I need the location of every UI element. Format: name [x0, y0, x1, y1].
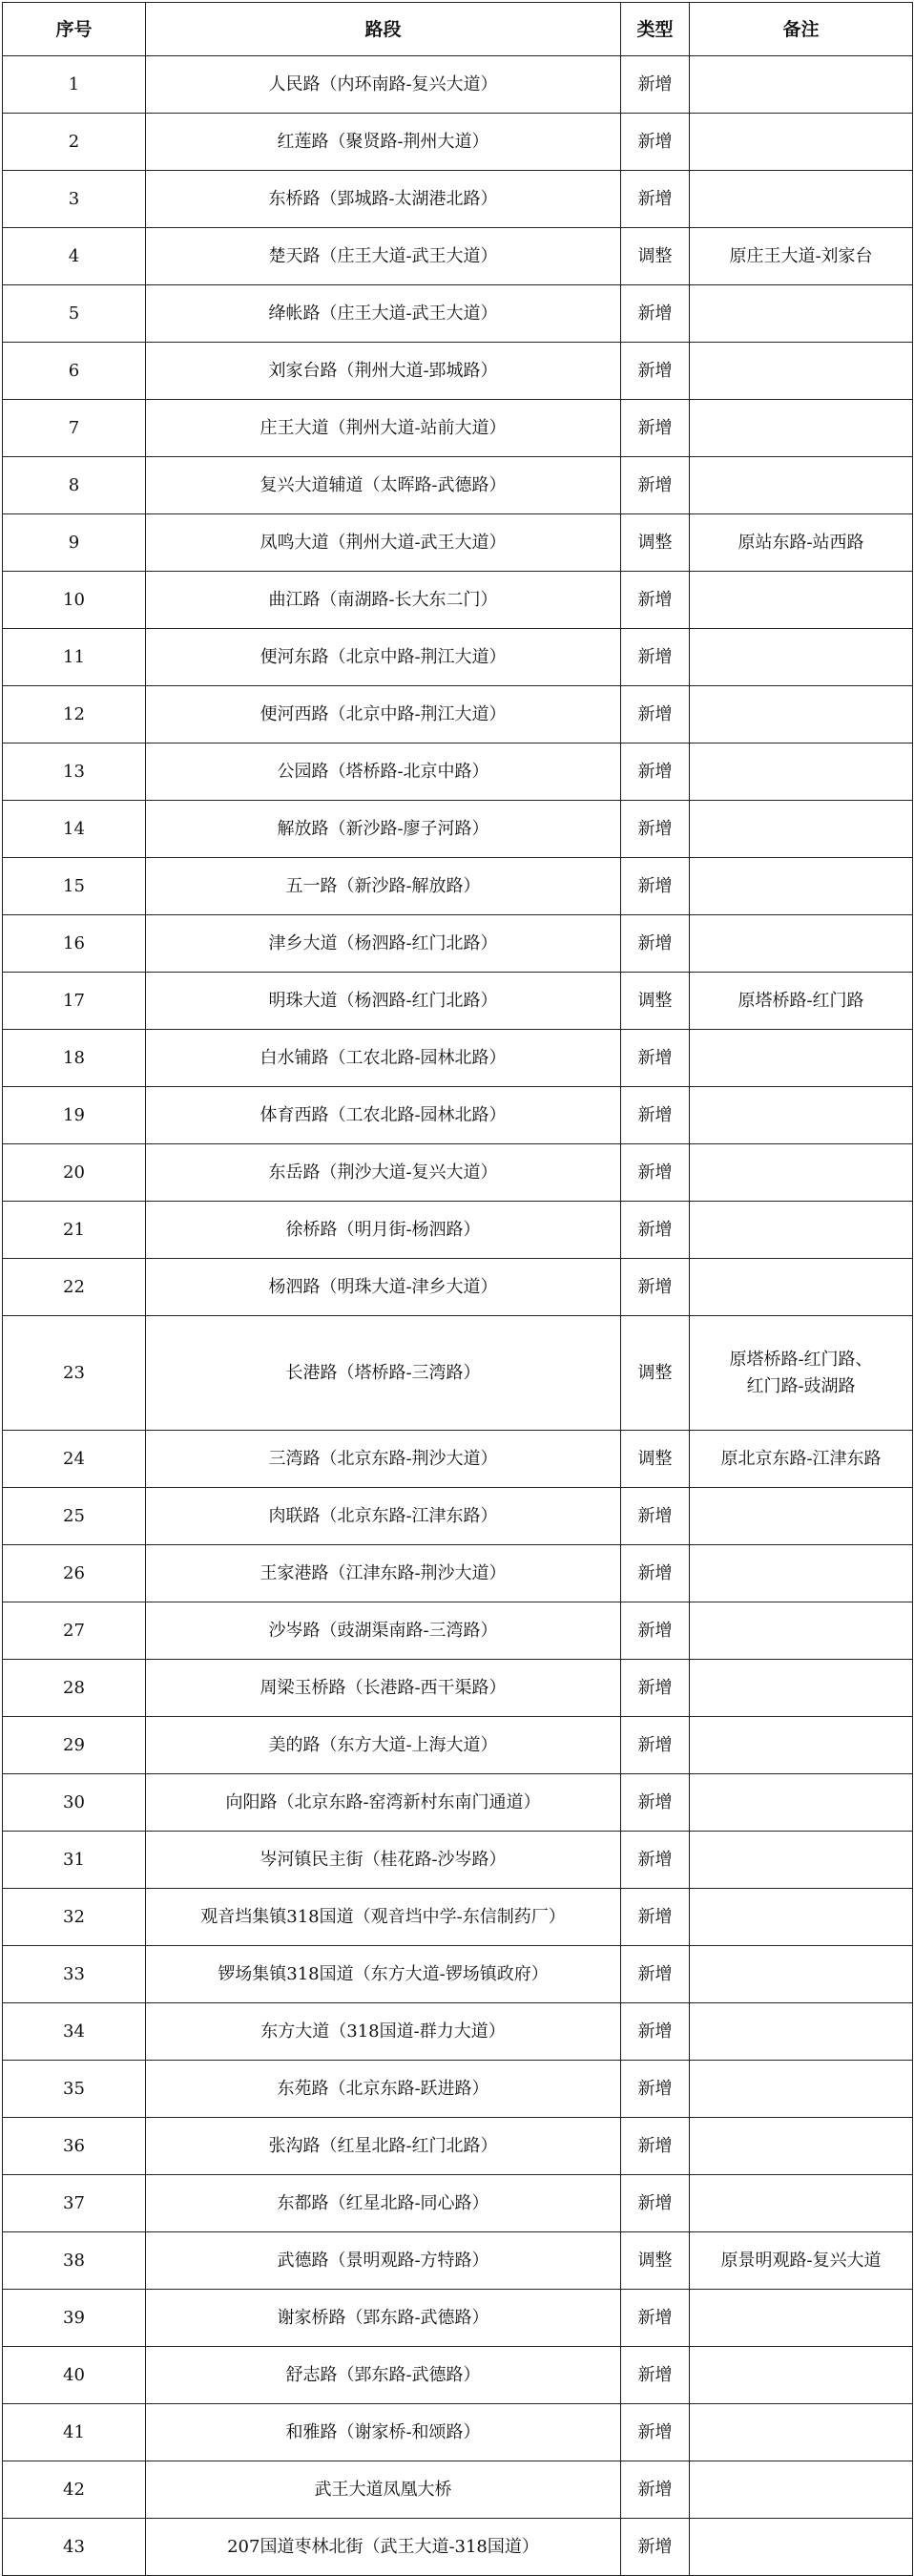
- change-type: 新增: [621, 171, 690, 228]
- row-number: 24: [3, 1431, 146, 1488]
- row-number: 21: [3, 1202, 146, 1259]
- row-number: 1: [3, 56, 146, 114]
- remark: [690, 915, 913, 973]
- remark-line: 红门路-豉湖路: [746, 1375, 856, 1396]
- row-number: 19: [3, 1087, 146, 1144]
- remark: [690, 114, 913, 171]
- remark: [690, 2404, 913, 2461]
- remark-line: 原北京东路-江津东路: [720, 1448, 882, 1469]
- road-segment: 公园路（塔桥路-北京中路）: [146, 743, 621, 801]
- road-segment: 复兴大道辅道（太晖路-武德路）: [146, 457, 621, 514]
- road-segment: 王家港路（江津东路-荆沙大道）: [146, 1545, 621, 1602]
- road-table: [2, 2, 913, 2576]
- row-number: 17: [3, 973, 146, 1030]
- road-segment: 207国道枣林北街（武王大道-318国道）: [146, 2519, 621, 2576]
- road-segment: 曲江路（南湖路-长大东二门）: [146, 572, 621, 629]
- remark: [690, 2461, 913, 2519]
- road-segment: 谢家桥路（郢东路-武德路）: [146, 2290, 621, 2347]
- road-segment: 红莲路（聚贤路-荆州大道）: [146, 114, 621, 171]
- change-type: 新增: [621, 743, 690, 801]
- remark: [690, 686, 913, 743]
- road-segment: 武德路（景明观路-方特路）: [146, 2232, 621, 2290]
- row-number: 35: [3, 2061, 146, 2118]
- change-type: 新增: [621, 400, 690, 457]
- road-segment: 舒志路（郢东路-武德路）: [146, 2347, 621, 2404]
- change-type: 调整: [621, 228, 690, 285]
- remark: [690, 973, 913, 1030]
- table-row: [3, 1774, 913, 1832]
- remark: [690, 1431, 913, 1488]
- change-type: 新增: [621, 285, 690, 343]
- change-type: 新增: [621, 1202, 690, 1259]
- change-type: 新增: [621, 858, 690, 915]
- table-row: [3, 1087, 913, 1144]
- remark: [690, 2347, 913, 2404]
- row-number: 14: [3, 801, 146, 858]
- table-row: [3, 2347, 913, 2404]
- table-row: [3, 1602, 913, 1660]
- remark: [690, 2519, 913, 2576]
- remark: [690, 1774, 913, 1832]
- row-number: 12: [3, 686, 146, 743]
- change-type: 新增: [621, 1602, 690, 1660]
- row-number: 11: [3, 629, 146, 686]
- table-row: [3, 400, 913, 457]
- change-type: 新增: [621, 801, 690, 858]
- table-row: [3, 2461, 913, 2519]
- remark: [690, 1030, 913, 1087]
- row-number: 29: [3, 1717, 146, 1774]
- remark: [690, 514, 913, 572]
- table-header-row: [3, 3, 913, 56]
- road-segment: 美的路（东方大道-上海大道）: [146, 1717, 621, 1774]
- remark: [690, 2061, 913, 2118]
- remark: [690, 1316, 913, 1431]
- road-segment: 五一路（新沙路-解放路）: [146, 858, 621, 915]
- road-segment: 凤鸣大道（荆州大道-武王大道）: [146, 514, 621, 572]
- header-road: 路段: [146, 3, 621, 56]
- row-number: 4: [3, 228, 146, 285]
- change-type: 新增: [621, 1889, 690, 1946]
- change-type: 新增: [621, 915, 690, 973]
- road-segment: 张沟路（红星北路-红门北路）: [146, 2118, 621, 2175]
- row-number: 25: [3, 1488, 146, 1545]
- table-row: [3, 1946, 913, 2003]
- remark: [690, 1202, 913, 1259]
- row-number: 33: [3, 1946, 146, 2003]
- remark: [690, 1087, 913, 1144]
- table-row: [3, 2290, 913, 2347]
- table-row: [3, 2003, 913, 2061]
- header-type: 类型: [621, 3, 690, 56]
- table-row: [3, 228, 913, 285]
- road-segment: 观音垱集镇318国道（观音垱中学-东信制药厂）: [146, 1889, 621, 1946]
- remark-line: 原庄王大道-刘家台: [729, 245, 873, 266]
- change-type: 调整: [621, 2232, 690, 2290]
- change-type: 新增: [621, 2290, 690, 2347]
- road-segment: 人民路（内环南路-复兴大道）: [146, 56, 621, 114]
- row-number: 9: [3, 514, 146, 572]
- table-row: [3, 1144, 913, 1202]
- table-row: [3, 171, 913, 228]
- table-row: [3, 514, 913, 572]
- road-segment: 武王大道凤凰大桥: [146, 2461, 621, 2519]
- remark: [690, 629, 913, 686]
- row-number: 32: [3, 1889, 146, 1946]
- change-type: 新增: [621, 343, 690, 400]
- road-segment: 绛帐路（庄王大道-武王大道）: [146, 285, 621, 343]
- row-number: 10: [3, 572, 146, 629]
- change-type: 新增: [621, 2404, 690, 2461]
- road-segment: 明珠大道（杨泗路-红门北路）: [146, 973, 621, 1030]
- remark: [690, 1144, 913, 1202]
- change-type: 调整: [621, 973, 690, 1030]
- row-number: 30: [3, 1774, 146, 1832]
- road-segment: 白水铺路（工农北路-园林北路）: [146, 1030, 621, 1087]
- remark: [690, 2232, 913, 2290]
- table-row: [3, 1660, 913, 1717]
- row-number: 7: [3, 400, 146, 457]
- change-type: 调整: [621, 514, 690, 572]
- table-row: [3, 2175, 913, 2232]
- table-row: [3, 1259, 913, 1316]
- table-row: [3, 743, 913, 801]
- remark: [690, 171, 913, 228]
- table-row: [3, 1488, 913, 1545]
- remark: [690, 1832, 913, 1889]
- road-segment: 和雅路（谢家桥-和颂路）: [146, 2404, 621, 2461]
- change-type: 新增: [621, 572, 690, 629]
- remark: [690, 2290, 913, 2347]
- row-number: 5: [3, 285, 146, 343]
- change-type: 新增: [621, 114, 690, 171]
- row-number: 38: [3, 2232, 146, 2290]
- row-number: 40: [3, 2347, 146, 2404]
- row-number: 22: [3, 1259, 146, 1316]
- table-row: [3, 2118, 913, 2175]
- remark: [690, 2175, 913, 2232]
- remark: [690, 457, 913, 514]
- road-segment: 东岳路（荆沙大道-复兴大道）: [146, 1144, 621, 1202]
- road-segment: 津乡大道（杨泗路-红门北路）: [146, 915, 621, 973]
- table-row: [3, 915, 913, 973]
- table-row: [3, 2404, 913, 2461]
- remark-line: 原塔桥路-红门路: [737, 990, 864, 1011]
- row-number: 3: [3, 171, 146, 228]
- change-type: 新增: [621, 2347, 690, 2404]
- row-number: 6: [3, 343, 146, 400]
- row-number: 27: [3, 1602, 146, 1660]
- row-number: 13: [3, 743, 146, 801]
- table-row: [3, 801, 913, 858]
- road-segment: 向阳路（北京东路-窑湾新村东南门通道）: [146, 1774, 621, 1832]
- table-row: [3, 1431, 913, 1488]
- road-segment: 杨泗路（明珠大道-津乡大道）: [146, 1259, 621, 1316]
- road-segment: 东方大道（318国道-群力大道）: [146, 2003, 621, 2061]
- road-segment: 锣场集镇318国道（东方大道-锣场镇政府）: [146, 1946, 621, 2003]
- road-segment: 三湾路（北京东路-荆沙大道）: [146, 1431, 621, 1488]
- remark-line: 原塔桥路-红门路、: [729, 1349, 873, 1370]
- road-segment: 徐桥路（明月街-杨泗路）: [146, 1202, 621, 1259]
- road-segment: 庄王大道（荆州大道-站前大道）: [146, 400, 621, 457]
- road-segment: 体育西路（工农北路-园林北路）: [146, 1087, 621, 1144]
- change-type: 新增: [621, 1144, 690, 1202]
- table-row: [3, 2061, 913, 2118]
- road-segment: 解放路（新沙路-廖子河路）: [146, 801, 621, 858]
- row-number: 43: [3, 2519, 146, 2576]
- table-row: [3, 858, 913, 915]
- change-type: 新增: [621, 1259, 690, 1316]
- table-row: [3, 1545, 913, 1602]
- road-segment: 周梁玉桥路（长港路-西干渠路）: [146, 1660, 621, 1717]
- change-type: 新增: [621, 1087, 690, 1144]
- table-row: [3, 629, 913, 686]
- table-row: [3, 343, 913, 400]
- change-type: 新增: [621, 56, 690, 114]
- row-number: 34: [3, 2003, 146, 2061]
- row-number: 20: [3, 1144, 146, 1202]
- road-segment: 刘家台路（荆州大道-郢城路）: [146, 343, 621, 400]
- table-row: [3, 1717, 913, 1774]
- row-number: 37: [3, 2175, 146, 2232]
- row-number: 42: [3, 2461, 146, 2519]
- table-row: [3, 1832, 913, 1889]
- change-type: 新增: [621, 686, 690, 743]
- remark: [690, 285, 913, 343]
- change-type: 新增: [621, 1488, 690, 1545]
- remark: [690, 1946, 913, 2003]
- row-number: 31: [3, 1832, 146, 1889]
- change-type: 新增: [621, 1660, 690, 1717]
- table-row: [3, 1202, 913, 1259]
- change-type: 新增: [621, 2003, 690, 2061]
- change-type: 新增: [621, 1717, 690, 1774]
- table-row: [3, 1030, 913, 1087]
- table-row: [3, 285, 913, 343]
- change-type: 调整: [621, 1431, 690, 1488]
- row-number: 2: [3, 114, 146, 171]
- remark: [690, 1259, 913, 1316]
- change-type: 调整: [621, 1316, 690, 1431]
- row-number: 16: [3, 915, 146, 973]
- road-segment: 沙岑路（豉湖渠南路-三湾路）: [146, 1602, 621, 1660]
- road-segment: 便河西路（北京中路-荆江大道）: [146, 686, 621, 743]
- table-row: [3, 457, 913, 514]
- table-row: [3, 973, 913, 1030]
- road-segment: 肉联路（北京东路-江津东路）: [146, 1488, 621, 1545]
- remark: [690, 56, 913, 114]
- change-type: 新增: [621, 1832, 690, 1889]
- change-type: 新增: [621, 1946, 690, 2003]
- table-row: [3, 2519, 913, 2576]
- remark: [690, 801, 913, 858]
- road-segment: 长港路（塔桥路-三湾路）: [146, 1316, 621, 1431]
- remark: [690, 1545, 913, 1602]
- change-type: 新增: [621, 629, 690, 686]
- remark: [690, 2003, 913, 2061]
- row-number: 15: [3, 858, 146, 915]
- table-row: [3, 114, 913, 171]
- change-type: 新增: [621, 2519, 690, 2576]
- table-row: [3, 686, 913, 743]
- road-segment: 东都路（红星北路-同心路）: [146, 2175, 621, 2232]
- road-segment: 东苑路（北京东路-跃进路）: [146, 2061, 621, 2118]
- header-note: 备注: [690, 3, 913, 56]
- table-row: [3, 1889, 913, 1946]
- remark: [690, 1488, 913, 1545]
- road-segment: 便河东路（北京中路-荆江大道）: [146, 629, 621, 686]
- table-row: [3, 572, 913, 629]
- remark: [690, 1602, 913, 1660]
- change-type: 新增: [621, 1545, 690, 1602]
- remark: [690, 572, 913, 629]
- table-row: [3, 56, 913, 114]
- table-body: [3, 56, 913, 2576]
- row-number: 18: [3, 1030, 146, 1087]
- change-type: 新增: [621, 1030, 690, 1087]
- header-no: 序号: [3, 3, 146, 56]
- remark: [690, 343, 913, 400]
- remark: [690, 400, 913, 457]
- change-type: 新增: [621, 2061, 690, 2118]
- remark: [690, 2118, 913, 2175]
- remark: [690, 743, 913, 801]
- change-type: 新增: [621, 2118, 690, 2175]
- change-type: 新增: [621, 2175, 690, 2232]
- row-number: 36: [3, 2118, 146, 2175]
- table-row: [3, 2232, 913, 2290]
- change-type: 新增: [621, 2461, 690, 2519]
- row-number: 23: [3, 1316, 146, 1431]
- road-segment: 东桥路（郢城路-太湖港北路）: [146, 171, 621, 228]
- road-segment: 楚天路（庄王大道-武王大道）: [146, 228, 621, 285]
- remark: [690, 1717, 913, 1774]
- table-row: [3, 1316, 913, 1431]
- remark: [690, 1660, 913, 1717]
- remark: [690, 858, 913, 915]
- change-type: 新增: [621, 457, 690, 514]
- row-number: 8: [3, 457, 146, 514]
- row-number: 39: [3, 2290, 146, 2347]
- remark: [690, 1889, 913, 1946]
- road-segment: 岑河镇民主街（桂花路-沙岑路）: [146, 1832, 621, 1889]
- row-number: 41: [3, 2404, 146, 2461]
- row-number: 26: [3, 1545, 146, 1602]
- row-number: 28: [3, 1660, 146, 1717]
- remark: [690, 228, 913, 285]
- remark-line: 原站东路-站西路: [737, 532, 864, 553]
- remark-line: 原景明观路-复兴大道: [720, 2250, 882, 2271]
- change-type: 新增: [621, 1774, 690, 1832]
